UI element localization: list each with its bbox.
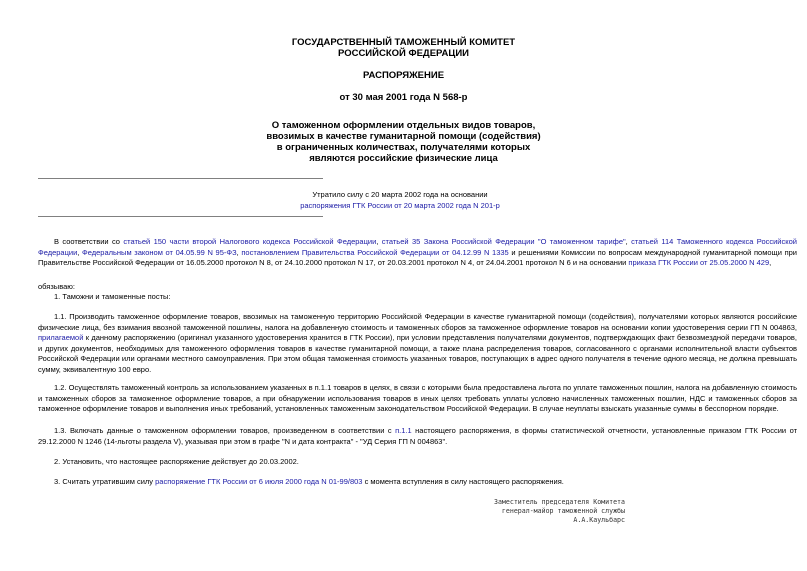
link-customs-tariff-law-art35[interactable]: статьей 35 Закона Российской Федерации "О таможенном тарифе" <box>381 237 626 246</box>
link-federal-law-95fz[interactable]: Федеральным законом от 04.05.99 N 95-ФЗ <box>82 247 237 257</box>
link-attached-certificate[interactable]: прилагаемой <box>38 333 84 343</box>
status-note-link-line <box>200 200 600 211</box>
status-note-link[interactable]: распоряжения ГТК России от 20 марта 2002 года N 201-р <box>300 201 500 210</box>
doc-title-line3: в ограниченных количествах, получателями которых <box>276 142 531 153</box>
item-1-2: 1.2. Осуществлять таможенный контроль за использованием указанных в п.1.1 товаров в целях, в связи с которыми была предоставлена льгота по уплате таможенных пошлин, налога на добавленную стоимость и таможенных сборов за таможенное оформление товаров, а при обнаружении использования товаров в иных целях требовать уплаты условно начисленных таможенных пошлин, НДС и таможенных сборов за таможенное оформление товаров и выполнения иных требований, установленных таможенным законодательством Российской Федерации. В случае неуплаты взыскать указанные суммы в бесспорном порядке. <box>38 383 797 414</box>
doc-type: РАСПОРЯЖЕНИЕ <box>362 70 445 81</box>
link-customs-code-art114[interactable]: статьей 114 Таможенного кодекса Российской Федерации <box>38 237 797 257</box>
divider-top <box>38 178 323 179</box>
item-1-1: 1.1. Производить таможенное оформление товаров, ввозимых на таможенную территорию Российской Федерации в качестве гуманитарной помощи (содействия), получателями которых являются российские физические лица, без взимания ввозной таможенной пошлины, налога на добавленную стоимость и таможенных сборов за таможенное оформление товаров на основании копии удостоверения серии ГП N 004863, прилагаемой к данному распоряжению (оригинал указанного удостоверения хранится в ГТК России), при условии представления получателями документов, подтверждающих факт безвозмездной передачи товаров, и других документов, необходимых для таможенного оформления товаров в качестве гуманитарной помощи, а также плана распределения товаров, согласованного с органами исполнительной власти субъектов Российской Федерации или органами местного самоуправления. При этом общая таможенная стоимость указанных товаров, поступающих в адрес одного получателя в течение одного месяца, не должна превышать сумму, эквивалентную 100 евро. <box>38 312 797 374</box>
link-item-1-1[interactable]: п.1.1 <box>395 426 412 435</box>
doc-title-line1: О таможенном оформлении отдельных видов товаров, <box>271 120 536 131</box>
signature-line2: генерал-майор таможенной службы <box>501 507 625 515</box>
doc-title-line2: ввозимых в качестве гуманитарной помощи (содействия) <box>266 131 541 142</box>
link-gtk-order-01-99-803[interactable]: распоряжение ГТК России от 6 июля 2000 года N 01-99/803 <box>155 477 363 486</box>
doc-title-line4: являются российские физические лица <box>309 153 498 164</box>
signature-line1: Заместитель председателя Комитета <box>493 498 625 506</box>
item-1-3: 1.3. Включать данные о таможенном оформлении товаров, произведенном в соответствии с п.1.1 настоящего распоряжения, в формы статистической отчетности, установленные приказом ГТК России от 29.12.2000 N 1246 (14-льготы раздела V), указывая при этом в графе "N и дата контракта" - "УД Серия ГП N 004863". <box>38 426 798 446</box>
link-gtk-order-429[interactable]: приказа ГТК России от 25.05.2000 N 429 <box>628 258 770 268</box>
doc-date: от 30 мая 2001 года N 568-р <box>339 92 468 103</box>
preamble-paragraph: В соответствии со статьей 150 части второй Налогового кодекса Российской Федерации, статьей 35 Закона Российской Федерации "О таможенном тарифе", статьей 114 Таможенного кодекса Российской Федерации, Федеральным законом от 04.05.99 N 95-ФЗ, постановлением Правительства Российской Федерации от 04.12.99 N 1335 и решениями Комиссии по вопросам международной гуманитарной помощи при Правительстве Российской Федерации от 16.05.2000 протокол N 8, от 24.10.2000 протокол N 17, от 20.03.2001 протокол N 4, от 24.04.2001 протокол N 6 и на основании приказа ГТК России от 25.05.2000 N 429, <box>38 237 797 268</box>
item-3: 3. Считать утратившим силу распоряжение ГТК России от 6 июля 2000 года N 01-99/803 с момента вступления в силу настоящего распоряжения. <box>54 477 564 486</box>
header-org-line1: ГОСУДАРСТВЕННЫЙ ТАМОЖЕННЫЙ КОМИТЕТ <box>291 37 516 48</box>
item-2: 2. Установить, что настоящее распоряжение действует до 20.03.2002. <box>54 457 299 466</box>
header-org-line2: РОССИЙСКОЙ ФЕДЕРАЦИИ <box>337 48 469 59</box>
link-tax-code-art150[interactable]: статьей 150 части второй Налогового кодекса Российской Федерации <box>123 237 377 246</box>
status-note-text: Утратило силу с 20 марта 2002 года на основании <box>312 190 488 199</box>
obliges-text: обязываю: <box>38 282 75 291</box>
signature-name: А.А.Каульбарс <box>573 516 625 524</box>
divider-bottom <box>38 216 323 217</box>
link-government-resolution-1335[interactable]: постановлением Правительства Российской Федерации от 04.12.99 N 1335 <box>241 247 509 257</box>
item-1: 1. Таможни и таможенные посты: <box>54 292 171 301</box>
